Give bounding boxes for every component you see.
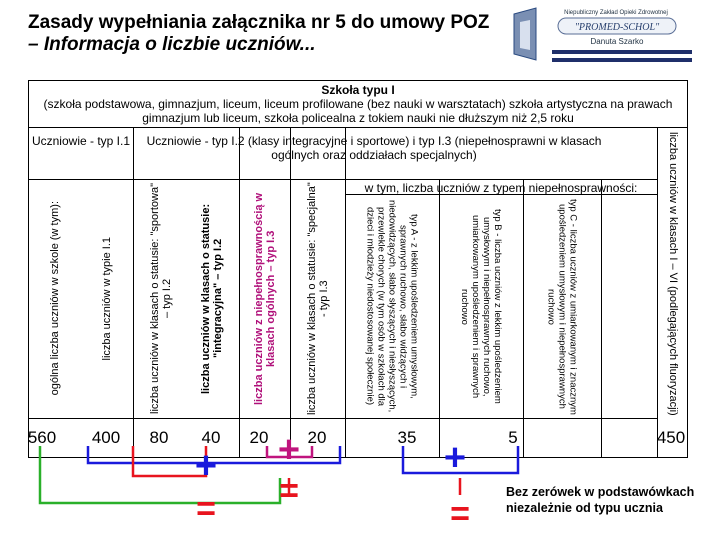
value-typA: 35 (397, 428, 417, 447)
value-i1: 400 (91, 428, 121, 447)
title-line-1: Zasady wypełniania załącznika nr 5 do umowy POZ (28, 12, 490, 33)
col-header-total: ogólna liczba uczniów w szkole (w tym): (49, 201, 61, 396)
header-disability: w tym, liczba uczniów z typem niepełnosprawności: (364, 181, 638, 195)
header-typ-i2-i3: Uczniowie - typ I.2 (klasy integracyjne i sportowe) i typ I.3 (niepełnosprawni w klasach ogólnych oraz oddziałach specjalnych) (146, 134, 602, 162)
equals-operator-3: = (450, 495, 470, 533)
equals-operator-2: = (279, 472, 299, 510)
col-header-fluoryzacja: liczba uczniów w klasach I – VI (podlegających fluoryzacji) (667, 131, 679, 416)
value-typB: 5 (508, 428, 518, 447)
plus-operator-magenta: + (277, 429, 301, 471)
col-header-i1: liczba uczniów w typie I.1 (101, 236, 113, 361)
green-bracket (40, 446, 280, 503)
logo-org: Niepubliczny Zakład Opieki Zdrowotnej (564, 10, 668, 16)
equals-operator-1: = (196, 490, 216, 528)
plus-operator-blue-2: + (443, 437, 467, 479)
header-typ-i1: Uczniowie - typ I.1 (31, 134, 131, 148)
logo-person: Danuta Szarko (590, 37, 644, 46)
col-header-typB: typ B - liczba uczniów z lekkim upośledzeniem umysłowym i niepełnosprawnych ruchowo, umiarkowanym upośledzeniem i sprawnych ruchowo (459, 209, 503, 404)
col-header-integr: liczba uczniów w klasach o statusie: "integracyjna" – typ I.2 (200, 203, 224, 394)
value-total: 560 (27, 428, 57, 447)
plus-operator-blue-1: + (194, 445, 218, 487)
value-integr: 40 (201, 428, 221, 447)
school-type-description: (szkoła podstawowa, gimnazjum, liceum, liceum profilowane (bez nauki w warsztatach) szkoła artystyczna na prawach gimnazjum lub liceum, szkoła policealna z tokiem nauki nie dłuższym niż 2,5 roku (43, 97, 673, 125)
footnote-line-1: Bez zerówek w podstawówkach (506, 485, 695, 499)
footnote-line-2: niezależnie od typu ucznia (506, 501, 663, 515)
value-fluoryzacja: 450 (656, 428, 686, 447)
col-header-typC: typ C - liczba uczniów z umiarkowanym i znacznym upośledzeniem umysłowym i niepełnosprawnych ruchowo (545, 198, 579, 415)
col-header-typA: typ A - z lekkim upośledzeniem umysłowym, sprawnych ruchowo, słabo widzących i niedowidzących, słabo słyszących i niesłyszących, przewlekle chorych (w tym osób w szkołach dla dzieci i młodzieży niedostosowanej społecznie) (364, 200, 420, 413)
title-line-2: – Informacja o liczbie uczniów... (28, 34, 316, 55)
col-header-specjalna: liczba uczniów w klasach o statusie: "specjalna" - typ I.3 (306, 182, 330, 415)
col-header-sport: liczba uczniów w klasach o statusie: "sportowa" – typ I.2 (149, 183, 173, 414)
value-sport: 80 (149, 428, 169, 447)
col-header-niep-ogolne: liczba uczniów z niepełnosprawnością w klasach ogólnych – typ I.3 (253, 192, 277, 405)
value-specjalna: 20 (307, 428, 327, 447)
footnote (506, 484, 694, 516)
school-type-label: Szkoła typu I (321, 83, 395, 97)
value-niep-ogolne: 20 (249, 428, 269, 447)
logo-name: "PROMED-SCHOL" (574, 22, 660, 33)
